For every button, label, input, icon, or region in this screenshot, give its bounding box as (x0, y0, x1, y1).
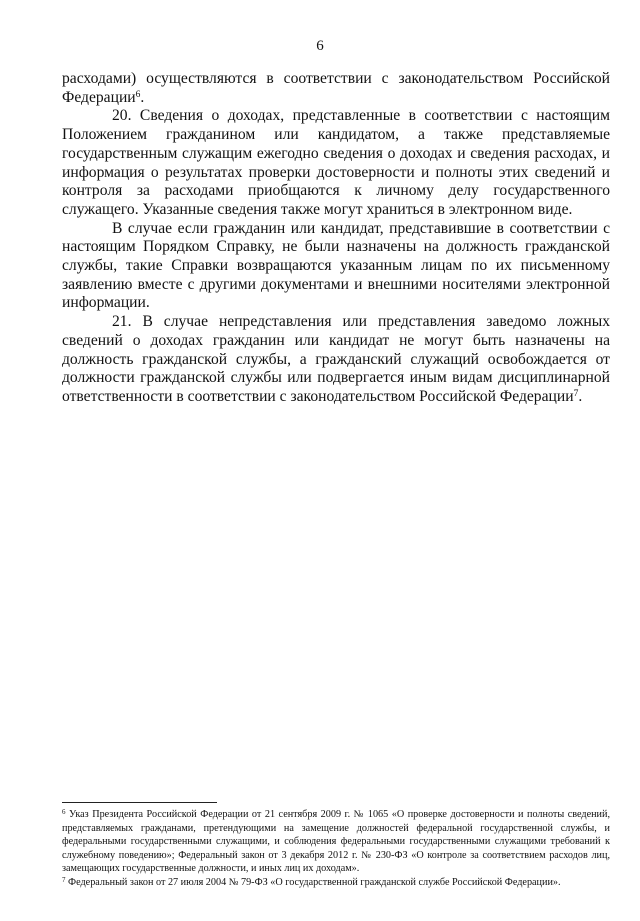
page-number: 6 (316, 38, 324, 54)
footnote-text: Федеральный закон от 27 июля 2004 № 79-ФЗ «О государственной гражданской службе Российской Федерации». (68, 876, 561, 888)
footnote-ref-7: 7 (573, 388, 579, 399)
paragraph-clause-20 (62, 107, 610, 219)
footnote-marker: 6 (62, 808, 66, 816)
paragraph-text: 20. Сведения о доходах, представленные в соответствии с настоящим Положением гражданином или кандидатом, а также представляемые государственным служащим ежегодно сведения о доходах и сведения расходах, и информация о результатах проверки достоверности и полноты этих сведений и контроля за расходами приобщаются к личному делу государственного служащего. Указанные сведения также могут храниться в электронном виде. (62, 107, 610, 218)
paragraph-clause-21: 21. В случае непредставления или представления заведомо ложных сведений о доходах гражданин или кандидат не могут быть назначены на должность гражданской службы, а гражданский служащий освобождается от должности гражданской службы или подвергается иным видам дисциплинарной ответственности в соответствии с законодательством Российской Федерации$^7$. (62, 313, 610, 405)
paragraph-clause-20-second (62, 220, 610, 314)
footnote-text: Указ Президента Российской Федерации от 21 сентября 2009 г. № 1065 «О проверке достоверности и полноты сведений, представляемых гражданами, претендующими на замещение должностей федеральной государственной службы, и федеральными государственными служащими, и соблюдения федеральными государственными служащими требований к служебному поведению»; Федеральный закон от 3 декабря 2012 г. № 230-ФЗ «О контроле за соответствием расходов лиц, замещающих государственные должности, и иных лиц их доходам». (62, 809, 611, 875)
footnote-6 (62, 808, 610, 876)
footnotes (62, 808, 610, 890)
paragraph-text: В случае если гражданин или кандидат, представившие в соответствии с настоящим Порядком Справку, не были назначены на должность гражданской службы, такие Справки возвращаются указанным лицам по их письменному заявлению вместе с другими документами и внешними носителями электронной информации. (62, 219, 610, 312)
footnote-7 (62, 876, 610, 890)
paragraph-text: 21. В случае непредставления или представления заведомо ложных сведений о доходах гражданин или кандидат не могут быть назначены на должность гражданской службы, а гражданский служащий освобождается от должности гражданской службы или подвергается иным видам дисциплинарной ответственности в соответствии с законодательством Российской Федерации (62, 313, 610, 405)
paragraph-text: расходами) осуществляются в соответствии с законодательством Российской Федерации (62, 70, 610, 106)
footnote-separator (62, 802, 217, 803)
document-body (62, 70, 610, 407)
footnote-ref-6: 6 (135, 89, 141, 100)
paragraph-continuation: расходами) осуществляются в соответствии с законодательством Российской Федерации$^6$. (62, 70, 610, 106)
footnote-marker: 7 (62, 875, 66, 884)
